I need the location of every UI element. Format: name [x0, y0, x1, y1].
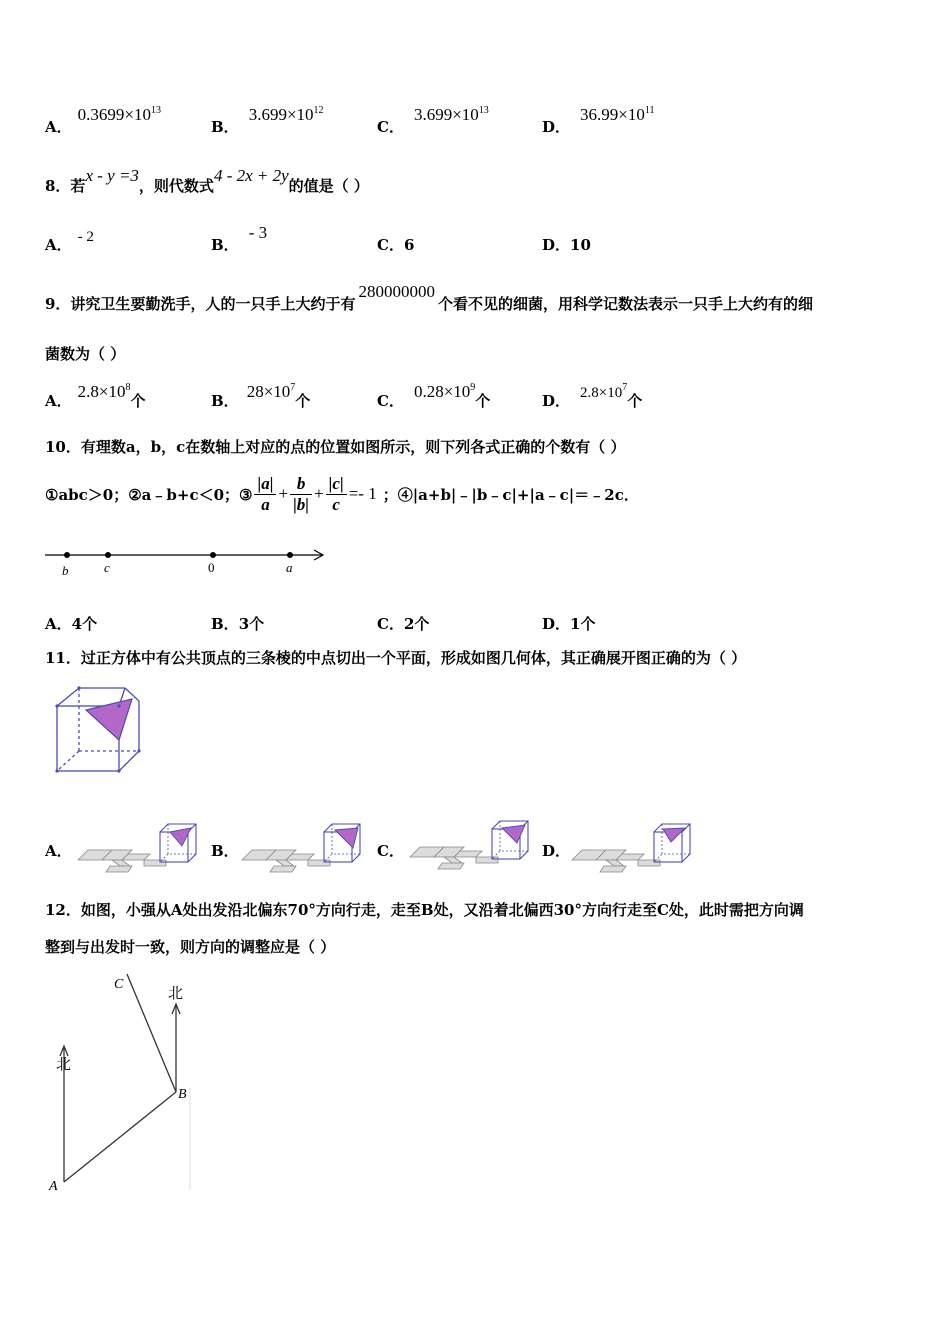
q8-suffix: 的值是（ ） — [288, 177, 369, 195]
point-label-b: B — [178, 1087, 187, 1102]
denominator: c — [332, 494, 340, 514]
exponent: 13 — [150, 105, 161, 116]
option-label: B． — [211, 392, 239, 410]
numerator: |c| — [326, 474, 347, 495]
option-value: 3个 — [238, 615, 265, 633]
option-value: - 2 — [77, 229, 94, 245]
net-face — [638, 860, 660, 866]
point-a — [287, 552, 293, 558]
q12-stem-line1: 12．如图，小强从A处出发沿北偏东70°方向行走，走至B处，又沿着北偏西30°方向行走至C处，此时需把方向调 — [45, 901, 804, 919]
option-label: D． — [542, 236, 571, 254]
option-value: 2个 — [403, 615, 430, 633]
times: ×10 — [452, 105, 479, 124]
net-face — [444, 857, 462, 863]
q10-statements — [45, 466, 639, 522]
exponent: 7 — [290, 382, 296, 393]
option-value — [414, 382, 475, 401]
label-zero: 0 — [208, 560, 215, 575]
q10-option-c — [377, 613, 429, 634]
option-label: B． — [211, 236, 239, 254]
exponent: 12 — [313, 105, 324, 116]
q10-option-d — [542, 613, 595, 634]
option-label: D． — [542, 392, 571, 410]
option-label: C． — [377, 392, 404, 410]
option-value: - 3 — [248, 223, 268, 242]
point-label-c: C — [114, 977, 124, 992]
exponent: 7 — [622, 382, 628, 393]
fraction-abs-c-over-c — [326, 474, 347, 515]
fraction-abs-a-over-a — [254, 474, 276, 515]
mantissa: 0.3699 — [77, 105, 125, 124]
direction-figure — [44, 968, 200, 1196]
numerator: |a| — [254, 474, 276, 495]
option-label: C． — [377, 236, 404, 254]
mantissa: 36.99 — [580, 105, 619, 124]
q8-option-b — [211, 223, 268, 255]
q8-expression: 4 - 2x + 2y — [213, 166, 289, 185]
equals-minus-one: =- 1 — [348, 484, 377, 503]
option-value — [414, 105, 489, 124]
q9-option-d — [542, 382, 643, 411]
exponent: 11 — [644, 105, 655, 116]
q7-option-c — [377, 105, 489, 137]
net-cut-triangle — [335, 828, 358, 848]
vertex — [55, 704, 58, 707]
q8-prefix: 8．若 — [45, 177, 86, 195]
q9-stem-line1 — [45, 282, 813, 314]
unit: 个 — [475, 392, 491, 410]
q8-condition: x - y =3 — [85, 166, 139, 185]
q11-net-c — [404, 817, 534, 873]
point-zero — [210, 552, 216, 558]
q7-option-d — [542, 105, 655, 137]
times: ×10 — [263, 382, 291, 401]
option-value — [78, 382, 131, 401]
net-face — [276, 860, 294, 866]
cube-hidden-edge — [57, 751, 79, 771]
plus-sign: + — [314, 484, 324, 503]
north-label-a: 北 — [56, 1057, 72, 1073]
option-value: 6 — [403, 236, 415, 254]
q9-option-c — [377, 382, 491, 411]
q10-option-b — [211, 613, 264, 634]
mantissa: 28 — [246, 382, 264, 401]
net-face — [308, 860, 330, 866]
net-face — [476, 857, 498, 863]
option-value: 4个 — [71, 615, 98, 633]
option-label: A． — [45, 615, 72, 633]
q10-stem: 10．有理数a，b，c在数轴上对应的点的位置如图所示，则下列各式正确的个数有（ ） — [45, 438, 626, 456]
q8-option-c — [377, 234, 414, 255]
number-line-figure — [40, 543, 332, 579]
times: ×10 — [443, 382, 471, 401]
net-face — [144, 860, 166, 866]
net-face — [438, 863, 464, 869]
q11-option-b-label: B． — [211, 842, 239, 860]
q9-number: 280000000 — [358, 282, 435, 301]
option-value: 1个 — [570, 615, 596, 633]
net-face — [606, 860, 624, 866]
exponent: 8 — [125, 382, 131, 393]
option-value — [580, 382, 628, 401]
q9-suffix: 个看不见的细菌，用科学记数法表示一只手上大约有的细 — [437, 295, 813, 313]
point-c — [105, 552, 111, 558]
option-label: C． — [377, 615, 404, 633]
net-face — [106, 866, 132, 872]
option-value — [249, 105, 324, 124]
mantissa: 2.8 — [580, 385, 599, 401]
option-label: A． — [45, 118, 72, 136]
mantissa: 0.28 — [413, 382, 444, 401]
mantissa: 3.699 — [413, 105, 453, 124]
q11-stem: 11．过正方体中有公共顶点的三条棱的中点切出一个平面，形成如图几何体，其正确展开图正确的为（ ） — [45, 649, 747, 667]
vertex — [117, 769, 120, 772]
denominator: |b| — [293, 494, 310, 514]
denominator: a — [261, 494, 270, 514]
fraction-b-over-abs-b — [290, 474, 312, 515]
q9-prefix: 9．讲究卫生要勤洗手，人的一只手上大约于有 — [45, 295, 356, 313]
q8-option-a — [45, 229, 94, 255]
times: ×10 — [98, 382, 126, 401]
cut-triangle — [86, 699, 132, 740]
q9-stem-line2: 菌数为（ ） — [45, 345, 126, 363]
exponent: 9 — [470, 382, 476, 393]
option-label: A． — [45, 236, 72, 254]
option-value — [580, 105, 654, 124]
net-face — [270, 866, 296, 872]
vertex — [55, 769, 58, 772]
label-c: c — [104, 560, 110, 575]
north-label-b: 北 — [168, 986, 184, 1002]
q11-net-a — [72, 820, 202, 876]
cube-edge — [119, 751, 139, 771]
option-value: 10 — [570, 236, 591, 254]
unit: 个 — [130, 392, 146, 410]
label-b: b — [62, 563, 69, 578]
vertex — [117, 704, 120, 707]
option-value — [78, 105, 161, 124]
times: ×10 — [618, 105, 645, 124]
option-label: C． — [377, 118, 404, 136]
truncated-cube-figure — [50, 683, 146, 779]
q8-stem — [45, 166, 369, 196]
vertex — [137, 749, 140, 752]
q10-option-a — [45, 613, 97, 634]
segment-ab — [64, 1092, 176, 1182]
unit: 个 — [627, 392, 643, 410]
option-label: D． — [542, 118, 571, 136]
net-face — [600, 866, 626, 872]
times: ×10 — [124, 105, 151, 124]
q7-option-b — [211, 105, 324, 137]
q11-option-d-label: D． — [542, 842, 571, 860]
point-b — [64, 552, 70, 558]
cube-edge — [57, 688, 79, 706]
q11-net-d — [566, 820, 696, 876]
net-face — [112, 860, 130, 866]
q7-option-a — [45, 105, 161, 137]
times: ×10 — [286, 105, 314, 124]
q8-mid: ，则代数式 — [138, 177, 214, 195]
q11-net-b — [236, 820, 366, 876]
option-label: B． — [211, 615, 239, 633]
q11-option-c-label: C． — [377, 842, 404, 860]
mantissa: 2.8 — [77, 382, 99, 401]
option-label: D． — [542, 615, 571, 633]
option-label: A． — [45, 392, 72, 410]
net-cut-triangle — [502, 825, 525, 843]
exponent: 13 — [478, 105, 489, 116]
q11-option-a-label: A． — [45, 842, 72, 860]
q10-statement-4: ；④|a+b|﹣|b﹣c|+|a﹣c|＝﹣2c． — [382, 485, 639, 504]
point-label-a: A — [49, 1179, 58, 1194]
mantissa: 3.699 — [248, 105, 287, 124]
option-label: B． — [211, 118, 239, 136]
q8-option-d — [542, 234, 591, 255]
numerator: b — [290, 474, 312, 495]
times: ×10 — [598, 385, 623, 401]
label-a: a — [286, 560, 293, 575]
unit: 个 — [295, 392, 311, 410]
q9-option-b — [211, 382, 311, 411]
option-value — [247, 382, 296, 401]
vertex — [77, 686, 80, 689]
plus-sign: + — [278, 484, 289, 503]
q12-stem-line2: 整到与出发时一致，则方向的调整应是（ ） — [45, 938, 336, 956]
q10-statement-1-2: ①abc＞0；②a﹣b+c＜0；③ — [45, 485, 253, 504]
q9-option-a — [45, 382, 146, 411]
